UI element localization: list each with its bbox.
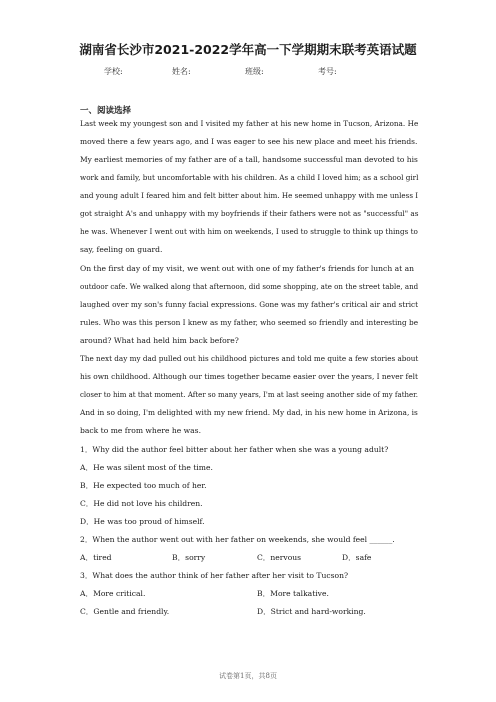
- passage-line: moved there a few years ago, and I was eager to see his new place and meet his friends.: [80, 137, 418, 146]
- question-stem: 2．When the author went out with her father on weekends, she would feel ______.: [80, 535, 395, 544]
- page-title: 湖南省长沙市2021-2022学年高一下学期期末联考英语试题: [79, 42, 417, 57]
- page-footer: 试卷第1页，共8页: [219, 672, 277, 680]
- passage-line: got straight A's and unhappy with my boyfriends if their fathers were not as "successful" as: [80, 209, 419, 218]
- passage-line: around? What had held him back before?: [80, 336, 239, 345]
- passage-line: The next day my dad pulled out his childhood pictures and told me quite a few stories about: [80, 354, 419, 363]
- option-a: A．He was silent most of the time.: [80, 463, 213, 472]
- passage-line: closer to him at that moment. After so many years, I'm at last seeing another side of my father.: [80, 390, 418, 399]
- passage-line: he was. Whenever I went out with him on weekends, I used to struggle to think up things to: [80, 227, 418, 236]
- passage-line: and young adult I feared him and felt bitter about him. He seemed unhappy with me unless I: [80, 191, 419, 200]
- option-c: C．nervous: [257, 553, 302, 562]
- option-a: A．More critical.: [80, 589, 146, 598]
- passage-line: back to me from where he was.: [80, 426, 201, 435]
- passage-line: work and family, but uncomfortable with his children. As a child I loved him; as a school girl: [80, 173, 419, 182]
- question-stem: 1．Why did the author feel bitter about her father when she was a young adult?: [80, 445, 389, 454]
- class-label: 班级:: [245, 67, 264, 76]
- passage-line: And in so doing, I'm delighted with my new friend. My dad, in his new home in Arizona, is: [80, 408, 418, 417]
- option-d: D．He was too proud of himself.: [80, 517, 205, 526]
- passage-line: laughed over my son's funny facial expressions. Gone was my father's critical air and strict: [80, 300, 419, 309]
- passage-line: Last week my youngest son and I visited my father at his new home in Tucson, Arizona. He: [80, 119, 419, 128]
- passage-line: say, feeling on guard.: [80, 245, 163, 254]
- question-stem: 3．What does the author think of her father after her visit to Tucson?: [80, 571, 349, 580]
- passage-line: rules. Who was this person I knew as my father, who seemed so friendly and interesting be: [80, 318, 419, 327]
- passage-line: outdoor cafe. We walked along that afternoon, did some shopping, ate on the street table, and: [80, 282, 419, 291]
- name-label: 姓名:: [172, 67, 191, 76]
- option-c: C．He did not love his children.: [80, 499, 203, 508]
- option-b: B．He expected too much of her.: [80, 481, 207, 490]
- option-d: D．Strict and hard-working.: [257, 607, 366, 616]
- section-heading: 一、阅读选择: [80, 106, 132, 116]
- number-label: 考号:: [318, 67, 337, 76]
- option-a: A．tired: [80, 553, 112, 562]
- option-d: D．safe: [342, 553, 372, 562]
- option-c: C．Gentle and friendly.: [80, 607, 170, 616]
- option-b: B．More talkative.: [257, 589, 329, 598]
- passage-line: My earliest memories of my father are of a tall, handsome successful man devoted to his: [80, 155, 418, 164]
- school-label: 学校:: [104, 67, 123, 76]
- option-b: B．sorry: [172, 553, 206, 562]
- passage-line: On the first day of my visit, we went out with one of my father's friends for lunch at an: [80, 264, 415, 273]
- passage-line: his own childhood. Although our times together became easier over the years, I never felt: [80, 372, 418, 381]
